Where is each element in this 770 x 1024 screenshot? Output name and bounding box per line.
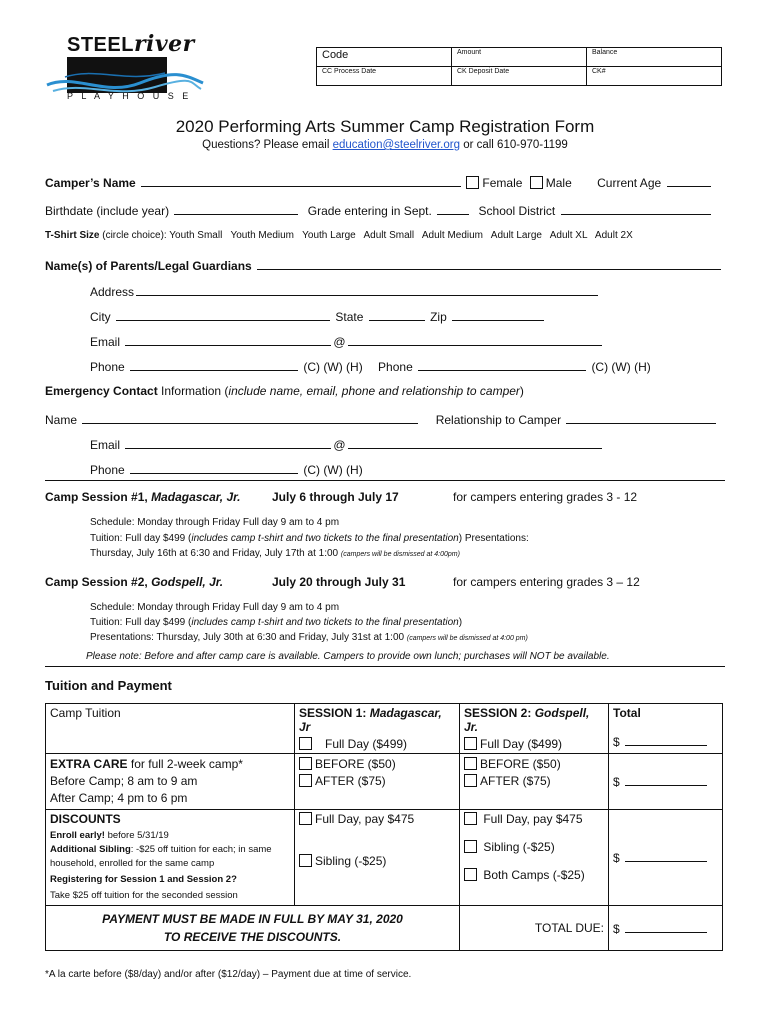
- s2-sibling-checkbox[interactable]: [464, 840, 477, 853]
- emergency-email-row: [90, 437, 604, 452]
- tuition-total-dollar: $: [613, 735, 620, 749]
- discount-total-field[interactable]: [625, 850, 707, 862]
- logo-word-river: river: [133, 31, 195, 57]
- tshirt-label: T-Shirt Size: [45, 230, 100, 241]
- tuition-heading: Tuition and Payment: [45, 678, 172, 693]
- session1-tuition-b: includes camp t-shirt and two tickets to the final presentation: [191, 533, 459, 544]
- parent-phone-row: [90, 359, 651, 374]
- footnote: *A la carte before ($8/day) and/or after ($12/day) – Payment due at time of service.: [45, 969, 412, 980]
- s2-after-label: AFTER ($75): [480, 774, 551, 788]
- district-label: School District: [478, 204, 556, 218]
- office-ck-date: CK Deposit Date: [457, 68, 510, 75]
- tuition-total-field[interactable]: [625, 734, 707, 746]
- female-checkbox[interactable]: [466, 176, 479, 189]
- city-row: [90, 309, 546, 324]
- session1-show: Madagascar, Jr.: [151, 490, 241, 504]
- session2-present-text: Presentations: Thursday, July 30th at 6:30 and Friday, July 31st at 1:00: [90, 632, 405, 643]
- extra-care-label: EXTRA CARE: [50, 757, 128, 771]
- office-use-table: [316, 47, 722, 86]
- s2-before-label: BEFORE ($50): [480, 757, 561, 771]
- session1-tuition: [90, 533, 529, 544]
- s1-fullday-label: Full Day ($499): [325, 737, 408, 751]
- payment-line1: PAYMENT MUST BE MADE IN FULL BY MAY 31, 2020: [102, 912, 403, 926]
- extra-care-total-field[interactable]: [625, 774, 707, 786]
- extra-care-dollar: $: [613, 775, 620, 789]
- emergency-name-label: Name: [45, 413, 78, 427]
- relationship-label: Relationship to Camper: [435, 413, 562, 427]
- session1-heading: [45, 490, 240, 504]
- session2-tuition-a: Tuition: Full day $499 (: [90, 617, 192, 628]
- sibling-discount-text: : -$25 off tuition for each; in same household, enrolled for the same camp: [50, 844, 272, 869]
- tuition-table: [45, 703, 723, 951]
- office-amount: Amount: [457, 49, 482, 56]
- session2-grades: for campers entering grades 3 – 12: [453, 575, 640, 589]
- parent-phone2-label: Phone: [378, 360, 413, 374]
- care-note: Please note: Before and after camp care is available. Campers to provide own lunch; purchases will NOT be available.: [86, 651, 610, 662]
- session2-presentations: [90, 632, 528, 643]
- emergency-label: Emergency Contact: [45, 384, 158, 398]
- parent-email-domain-field[interactable]: [348, 334, 602, 346]
- session2-schedule: Schedule: Monday through Friday Full day 9 am to 4 pm: [90, 602, 340, 613]
- s1-fullday-checkbox[interactable]: [299, 737, 312, 750]
- total-due-label: TOTAL DUE:: [534, 921, 604, 935]
- parent-email-row: [90, 334, 604, 349]
- session2-dates: July 20 through July 31: [272, 575, 406, 589]
- session1-label: Camp Session #1,: [45, 490, 148, 504]
- early-date: before 5/31/19: [107, 830, 169, 841]
- s1-fullpay-label: Full Day, pay $475: [315, 812, 415, 826]
- emergency-phone-field[interactable]: [130, 462, 298, 474]
- session2-present-note: (campers will be dismissed at 4:00 pm): [406, 635, 528, 642]
- s1-after-label: AFTER ($75): [315, 774, 386, 788]
- city-field[interactable]: [116, 309, 330, 321]
- discounts-label: DISCOUNTS: [50, 812, 121, 826]
- emergency-note: include name, email, phone and relationship to camper: [228, 384, 520, 398]
- both-camps-label: Both Camps (-$25): [483, 868, 585, 882]
- camper-name-field[interactable]: [141, 175, 461, 187]
- zip-label: Zip: [430, 310, 447, 324]
- office-ck-num: CK#: [592, 68, 606, 75]
- emergency-name-field[interactable]: [82, 412, 418, 424]
- both-discount-text: Take $25 off tuition for the seconded session: [50, 890, 238, 901]
- session2-show: Godspell, Jr.: [151, 575, 224, 589]
- zip-field[interactable]: [452, 309, 544, 321]
- parent-email-label: Email: [90, 335, 121, 349]
- address-field[interactable]: [136, 284, 598, 296]
- address-label: Address: [90, 285, 135, 299]
- emergency-phone-type[interactable]: (C) (W) (H): [303, 463, 363, 477]
- discount-dollar: $: [613, 851, 620, 865]
- early-label: Enroll early!: [50, 830, 105, 841]
- office-code: Code: [322, 49, 349, 61]
- session2-heading: [45, 575, 223, 589]
- session1-presentations: [90, 548, 460, 559]
- tuition-col-s2-show: Godspell, Jr.: [464, 706, 590, 734]
- email-link[interactable]: education@steelriver.org: [332, 139, 460, 151]
- male-checkbox[interactable]: [530, 176, 543, 189]
- parents-row: [45, 258, 723, 273]
- s1-after-checkbox[interactable]: [299, 774, 312, 787]
- district-field[interactable]: [561, 203, 711, 215]
- tshirt-row: [45, 230, 633, 241]
- city-label: City: [90, 310, 111, 324]
- office-cc-date: CC Process Date: [322, 68, 377, 75]
- emergency-phone-row: [90, 462, 363, 477]
- s2-sibling-label: Sibling (-$25): [483, 840, 555, 854]
- session1-present-note: (campers will be dismissed at 4:00pm): [340, 551, 460, 558]
- before-camp-text: Before Camp; 8 am to 9 am: [50, 774, 198, 788]
- session1-dates: July 6 through July 17: [272, 490, 399, 504]
- parent-phone1-field[interactable]: [130, 359, 298, 371]
- camper-name-label: Camper’s Name: [45, 176, 136, 190]
- session1-tuition-c: ) Presentations:: [458, 533, 529, 544]
- s2-before-checkbox[interactable]: [464, 757, 477, 770]
- session2-tuition-c: ): [458, 617, 463, 628]
- emergency-email-label: Email: [90, 438, 121, 452]
- extra-care-rest: for full 2-week camp*: [130, 757, 243, 771]
- emergency-heading: [45, 384, 524, 398]
- tuition-col-s1-show: Madagascar, Jr: [299, 706, 442, 734]
- address-row: [90, 284, 600, 299]
- both-camps-checkbox[interactable]: [464, 868, 477, 881]
- grade-field[interactable]: [437, 203, 469, 215]
- emergency-phone-label: Phone: [90, 463, 125, 477]
- emergency-email-domain-field[interactable]: [348, 437, 602, 449]
- s2-fullday-label: Full Day ($499): [480, 737, 563, 751]
- payment-line2: TO RECEIVE THE DISCOUNTS.: [163, 930, 342, 944]
- birthdate-label: Birthdate (include year): [45, 204, 170, 218]
- parent-phone2-type[interactable]: (C) (W) (H): [591, 360, 651, 374]
- parent-phone1-type[interactable]: (C) (W) (H): [303, 360, 363, 374]
- sibling-discount-label: Additional Sibling: [50, 844, 131, 855]
- parent-email-at: @: [333, 335, 346, 349]
- emergency-name-row: [45, 412, 718, 427]
- s1-sibling-label: Sibling (-$25): [315, 854, 387, 868]
- session1-tuition-a: Tuition: Full day $499 (: [90, 533, 192, 544]
- questions-line: [0, 139, 770, 151]
- logo: [45, 25, 205, 105]
- session2-tuition-b: includes camp t-shirt and two tickets to the final presentation: [191, 617, 459, 628]
- tuition-col-s2: SESSION 2:: [464, 706, 532, 720]
- emergency-email-at: @: [333, 438, 346, 452]
- birthdate-field[interactable]: [174, 203, 298, 215]
- camper-name-row: [45, 175, 713, 190]
- s1-sibling-checkbox[interactable]: [299, 854, 312, 867]
- s1-fullpay-checkbox[interactable]: [299, 812, 312, 825]
- state-label: State: [335, 310, 364, 324]
- page-title: 2020 Performing Arts Summer Camp Registration Form: [175, 117, 595, 136]
- emergency-close: ): [519, 384, 524, 398]
- note-underline: [45, 666, 725, 667]
- after-camp-text: After Camp; 4 pm to 6 pm: [50, 791, 188, 805]
- session2-tuition: [90, 617, 462, 628]
- questions-text: Questions? Please email: [202, 139, 330, 151]
- parents-field[interactable]: [257, 258, 721, 270]
- logo-playhouse: P L A Y H O U S E: [67, 91, 192, 101]
- s1-before-label: BEFORE ($50): [315, 757, 396, 771]
- call-text: or call 610-970-1199: [463, 139, 568, 151]
- office-balance: Balance: [592, 49, 618, 56]
- grade-label: Grade entering in Sept.: [307, 204, 432, 218]
- emergency-email-user-field[interactable]: [125, 437, 331, 449]
- age-field[interactable]: [667, 175, 711, 187]
- tuition-col-camp: Camp Tuition: [50, 706, 121, 720]
- s2-after-checkbox[interactable]: [464, 774, 477, 787]
- total-due-field[interactable]: [625, 921, 707, 933]
- session1-present-text: Thursday, July 16th at 6:30 and Friday, July 17th at 1:00: [90, 548, 339, 559]
- session2-label: Camp Session #2,: [45, 575, 148, 589]
- divider: [45, 480, 725, 481]
- parent-email-user-field[interactable]: [125, 334, 331, 346]
- session1-schedule: Schedule: Monday through Friday Full day 9 am to 4 pm: [90, 517, 340, 528]
- s1-before-checkbox[interactable]: [299, 757, 312, 770]
- tuition-col-s1: SESSION 1:: [299, 706, 367, 720]
- age-label: Current Age: [597, 176, 662, 190]
- relationship-field[interactable]: [566, 412, 716, 424]
- parent-phone2-field[interactable]: [418, 359, 586, 371]
- both-discount-label: Registering for Session 1 and Session 2?: [50, 874, 237, 885]
- male-label: Male: [545, 176, 572, 190]
- s2-fullpay-checkbox[interactable]: [464, 812, 477, 825]
- birthdate-row: [45, 203, 713, 218]
- session1-grades: for campers entering grades 3 - 12: [453, 490, 638, 504]
- logo-word-steel: STEEL: [67, 34, 134, 56]
- state-field[interactable]: [369, 309, 425, 321]
- parent-phone-label: Phone: [90, 360, 125, 374]
- total-due-dollar: $: [613, 921, 620, 936]
- tshirt-options[interactable]: (circle choice): Youth Small Youth Medium Youth Large Adult Small Adult Medium Adult Large Adult XL Adult 2X: [102, 230, 633, 241]
- emergency-info: Information (: [161, 384, 229, 398]
- s2-fullday-checkbox[interactable]: [464, 737, 477, 750]
- female-label: Female: [482, 176, 523, 190]
- tuition-col-total: Total: [613, 706, 641, 720]
- parents-label: Name(s) of Parents/Legal Guardians: [45, 259, 252, 273]
- s2-fullpay-label: Full Day, pay $475: [483, 812, 583, 826]
